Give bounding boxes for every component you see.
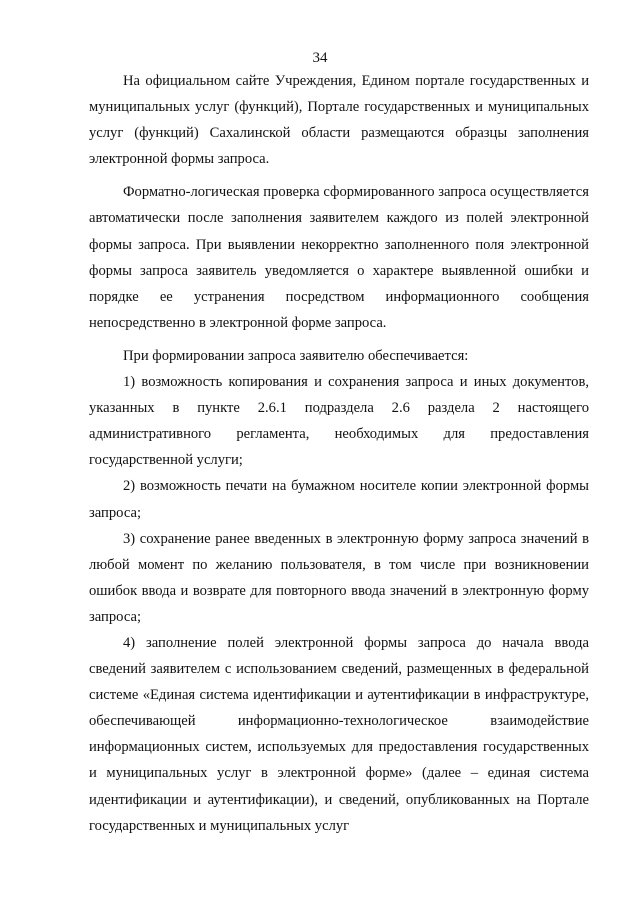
- paragraph-provided-intro: При формировании запроса заявителю обеспечивается:: [123, 347, 469, 364]
- list-item-2: 2) возможность печати на бумажном носителе копии электронной формы запроса;: [89, 478, 589, 521]
- list-item-3: 3) сохранение ранее введенных в электронную форму запроса значений в любой момент по желанию пользователя, в том числе при возникновении ошибок ввода и возврате для повторного ввода значений в электронную форму запроса;: [89, 530, 589, 625]
- paragraph-format-check: Форматно-логическая проверка сформированного запроса осуществляется автоматически после заполнения заявителем каждого из полей электронной формы запроса. При выявлении некорректно заполненного поля электронной формы запроса заявитель уведомляется о характере выявленной ошибки и порядке ее устранения посредством информационного сообщения непосредственно в электронной форме запроса.: [89, 184, 589, 331]
- document-body: [89, 68, 589, 839]
- list-item-1: 1) возможность копирования и сохранения запроса и иных документов, указанных в пункте 2.6.1 подраздела 2.6 раздела 2 настоящего административного регламента, необходимых для предоставления государственной услуги;: [89, 374, 589, 469]
- list-item-4: 4) заполнение полей электронной формы запроса до начала ввода сведений заявителем с использованием сведений, размещенных в федеральной системе «Единая система идентификации и аутентификации в инфраструктуре, обеспечивающей информационно-технологическое взаимодействие информационных систем, используемых для предоставления государственных и муниципальных услуг в электронной форме» (далее – единая система идентификации и аутентификации), и сведений, опубликованных на Портале государственных и муниципальных услуг: [89, 634, 589, 834]
- paragraph-portals: На официальном сайте Учреждения, Едином портале государственных и муниципальных услуг (функций), Портале государственных и муниципальных услуг (функций) Сахалинской области размещаются образцы заполнения электронной формы запроса.: [89, 73, 589, 168]
- page-number: 34: [312, 50, 328, 66]
